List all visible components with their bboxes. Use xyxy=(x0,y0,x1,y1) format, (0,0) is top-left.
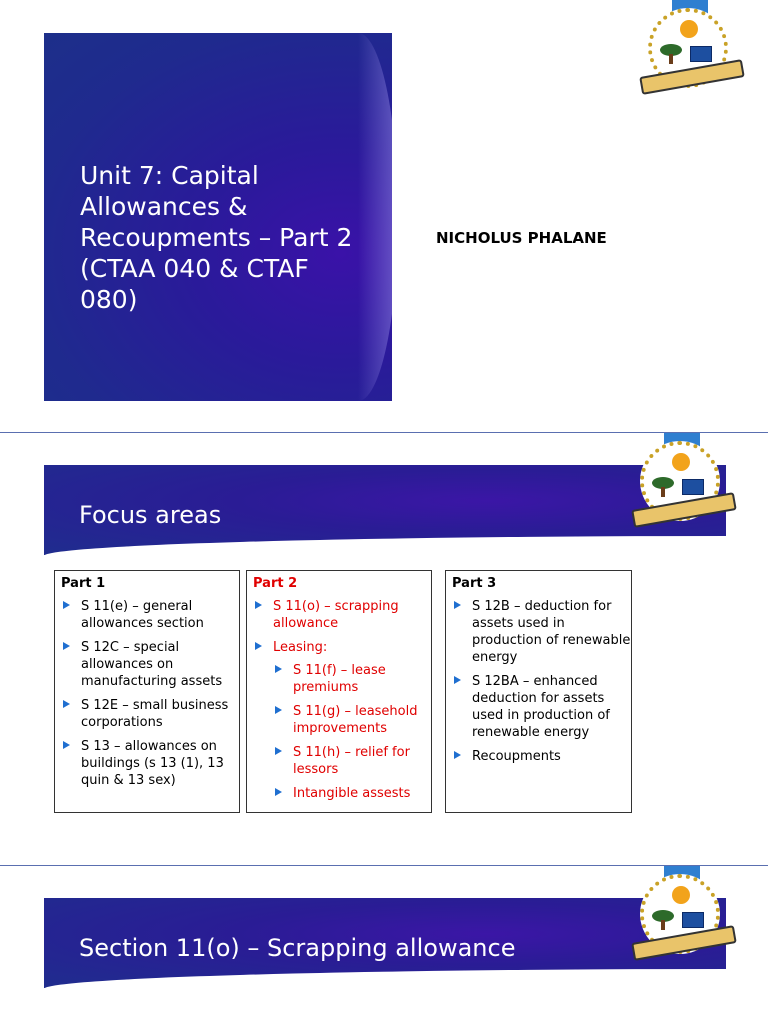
leasing-label: Leasing: xyxy=(273,640,328,655)
presenter-name: NICHOLUS PHALANE xyxy=(436,229,607,247)
tree-trunk xyxy=(661,920,665,930)
list-item xyxy=(253,639,431,802)
list-item: Recoupments xyxy=(452,748,631,765)
university-logo xyxy=(636,0,746,100)
book-icon xyxy=(682,912,704,928)
list-item: S 13 – allowances on buildings (s 13 (1), 13 quin & 13 sex) xyxy=(61,738,239,789)
slide-title: Section 11(o) – Scrapping allowance xyxy=(79,934,516,962)
part2-list xyxy=(247,598,431,802)
book-icon xyxy=(690,46,712,62)
list-item: S 12BA – enhanced deduction for assets used in production of renewable energy xyxy=(452,673,631,741)
list-item: S 12B – deduction for assets used in production of renewable energy xyxy=(452,598,631,666)
sub-list-item: S 11(g) – leasehold improvements xyxy=(273,703,431,737)
slide-title: Focus areas xyxy=(79,501,222,529)
sub-list-item: Intangible assests xyxy=(273,785,431,802)
university-logo xyxy=(628,866,738,966)
tree-trunk xyxy=(669,54,673,64)
slide-3 xyxy=(0,866,768,1024)
tree-trunk xyxy=(661,487,665,497)
book-icon xyxy=(682,479,704,495)
sun-icon xyxy=(672,886,690,904)
list-item: S 11(o) – scrapping allowance xyxy=(253,598,431,632)
part1-list xyxy=(55,598,239,789)
list-item: S 11(e) – general allowances section xyxy=(61,598,239,632)
slide-2 xyxy=(0,433,768,865)
part3-heading: Part 3 xyxy=(452,576,497,591)
sub-list-item: S 11(h) – relief for lessors xyxy=(273,744,431,778)
slide-title: Unit 7: Capital Allowances & Recoupments – Part 2 (CTAA 040 & CTAF 080) xyxy=(80,161,353,314)
header-sweep xyxy=(44,536,726,556)
part3-box xyxy=(445,570,632,813)
part2-heading: Part 2 xyxy=(253,576,298,591)
slide-1 xyxy=(0,0,768,432)
university-logo xyxy=(628,433,738,533)
sun-icon xyxy=(672,453,690,471)
part1-box xyxy=(54,570,240,813)
part3-list xyxy=(446,598,631,765)
leasing-sublist xyxy=(273,662,431,802)
part2-box xyxy=(246,570,432,813)
sub-list-item: S 11(f) – lease premiums xyxy=(273,662,431,696)
header-sweep xyxy=(44,969,726,989)
part1-heading: Part 1 xyxy=(61,576,106,591)
list-item: S 12E – small business corporations xyxy=(61,697,239,731)
sun-icon xyxy=(680,20,698,38)
list-item: S 12C – special allowances on manufacturing assets xyxy=(61,639,239,690)
